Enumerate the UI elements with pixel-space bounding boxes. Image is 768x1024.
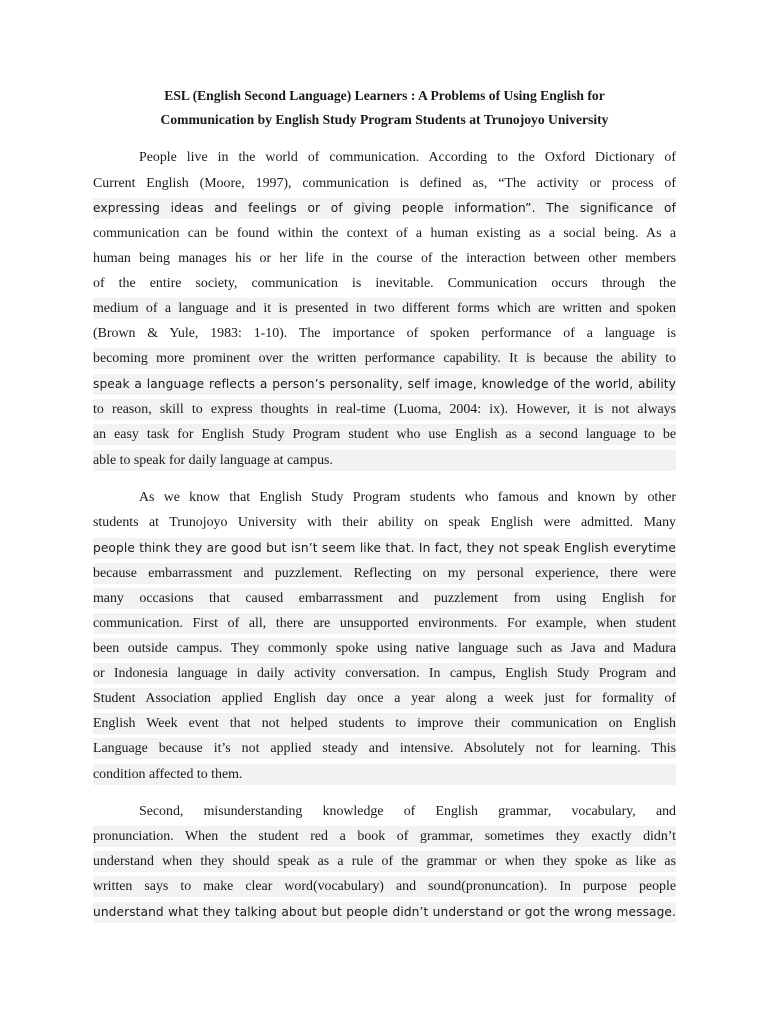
- paragraph-line: pronunciation. When the student red a book of grammar, sometimes they exactly didn’t: [93, 826, 676, 847]
- paragraph-line: communication can be found within the context of a human existing as a social being. As a: [93, 226, 676, 241]
- paragraph-line: Current English (Moore, 1997), communication is defined as, “The activity or process of: [93, 176, 676, 191]
- paragraph-line: As we know that English Study Program students who famous and known by other: [139, 490, 676, 505]
- paragraph-line: becoming more prominent over the written performance capability. It is because the ability to: [93, 348, 676, 369]
- paragraph-line: medium of a language and it is presented in two different forms which are written and spoken: [93, 298, 676, 319]
- paragraph-line: condition affected to them.: [93, 764, 676, 785]
- paragraph-line: English Week event that not helped students to improve their communication on English: [93, 713, 676, 734]
- paragraph-line: students at Trunojoyo University with their ability on speak English were admitted. Many: [93, 515, 676, 530]
- paragraph-line: Second, misunderstanding knowledge of English grammar, vocabulary, and: [139, 804, 676, 819]
- paragraph-line: Language because it’s not applied steady and intensive. Absolutely not for learning. This: [93, 738, 676, 759]
- paragraph-line: an easy task for English Study Program student who use English as a second language to be: [93, 424, 676, 445]
- paragraph-line: People live in the world of communication. According to the Oxford Dictionary of: [139, 150, 676, 165]
- paragraph-line: because embarrassment and puzzlement. Reflecting on my personal experience, there were: [93, 563, 676, 584]
- paragraph-line: of the entire society, communication is inevitable. Communication occurs through the: [93, 276, 676, 291]
- paragraph-line: (Brown & Yule, 1983: 1-10). The importance of spoken performance of a language is: [93, 326, 676, 341]
- paragraph-line: expressing ideas and feelings or of giving people information”. The significance of: [93, 198, 676, 219]
- paragraph-line: people think they are good but isn’t seem like that. In fact, they not speak English everytime: [93, 538, 676, 559]
- paragraph-line: understand what they talking about but people didn’t understand or got the wrong message.: [93, 902, 676, 923]
- paragraph-line: understand when they should speak as a rule of the grammar or when they spoke as like as: [93, 851, 676, 872]
- paragraph-line: speak a language reflects a person’s personality, self image, knowledge of the world, ability: [93, 374, 676, 395]
- paragraph-line: been outside campus. They commonly spoke using native language such as Java and Madura: [93, 638, 676, 659]
- paragraph-line: or Indonesia language in daily activity conversation. In campus, English Study Program and: [93, 663, 676, 684]
- paragraph-line: able to speak for daily language at campus.: [93, 450, 676, 471]
- paragraph-line: Student Association applied English day once a year along a week just for formality of: [93, 688, 676, 709]
- paragraph-line: communication. First of all, there are unsupported environments. For example, when student: [93, 613, 676, 634]
- paragraph-line: to reason, skill to express thoughts in real-time (Luoma, 2004: ix). However, it is not always: [93, 399, 676, 420]
- document-title-line-2: Communication by English Study Program Students at Trunojoyo University: [160, 112, 609, 127]
- paragraph-line: written says to make clear word(vocabulary) and sound(pronuncation). In purpose people: [93, 876, 676, 897]
- document-title-line-1: ESL (English Second Language) Learners : A Problems of Using English for: [164, 88, 605, 103]
- paragraph-line: human being manages his or her life in the course of the interaction between other members: [93, 251, 676, 266]
- paragraph-line: many occasions that caused embarrassment and puzzlement from using English for: [93, 588, 676, 609]
